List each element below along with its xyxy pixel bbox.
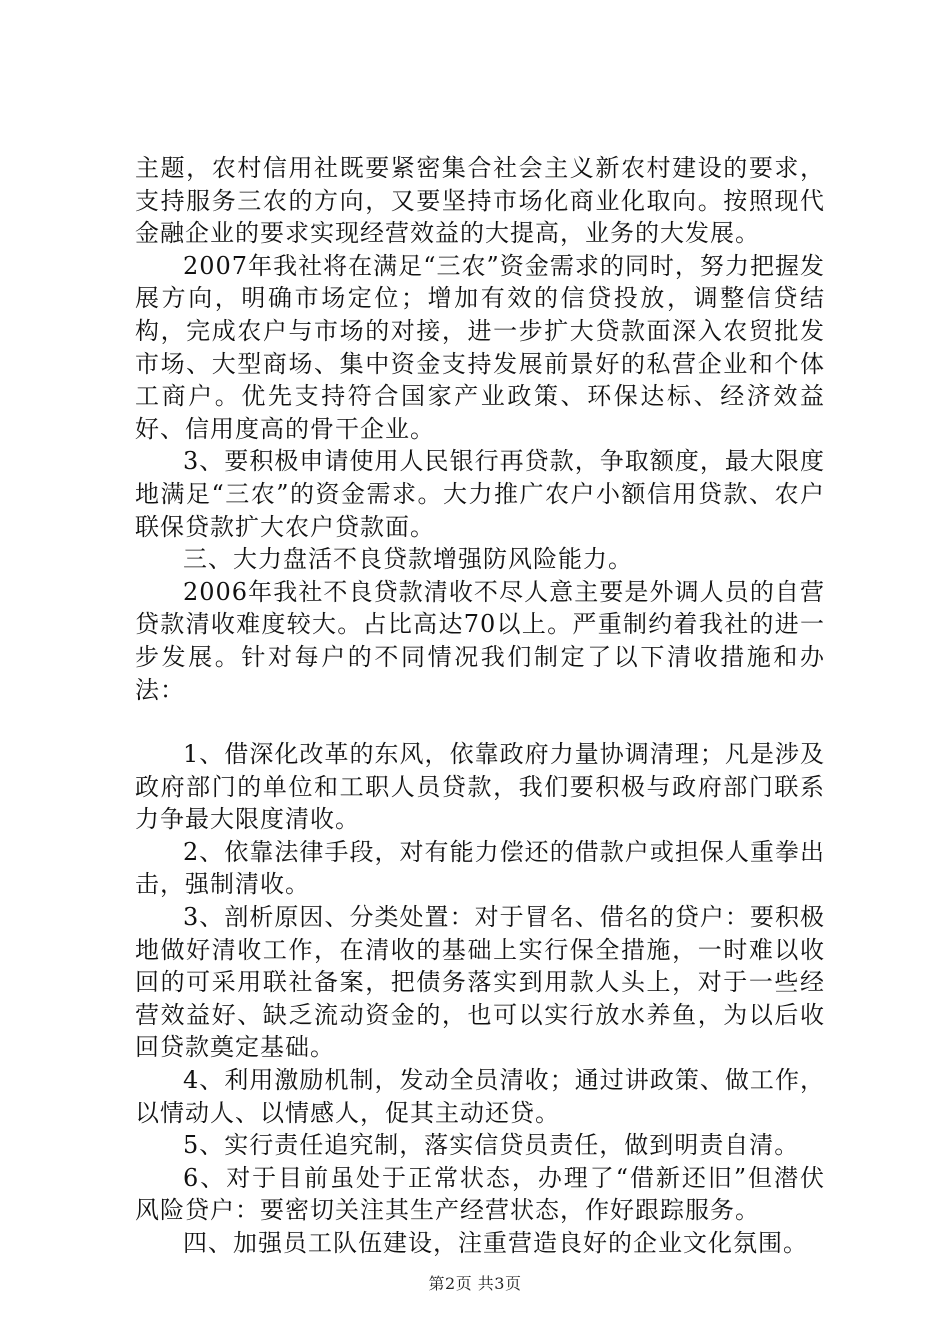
section-heading-3: 三、大力盘活不良贷款增强防风险能力。	[183, 545, 633, 574]
page-number-label: 第2页 共3页	[428, 1274, 522, 1293]
page-footer	[0, 1271, 950, 1294]
paragraph-5: 2006年我社不良贷款清收不尽人意主要是外调人员的自营贷款清收难度较大。占比高达70以上。严重制约着我社的进一步发展。针对每户的不同情况我们制定了以下清收措施和办法：	[135, 577, 825, 704]
measure-item-4: 4、利用激励机制，发动全员清收；通过讲政策、做工作，以情动人、以情感人，促其主动还贷。	[135, 1066, 825, 1127]
measure-item-6: 6、对于目前虽处于正常状态，办理了“借新还旧”但潜伏风险贷户：要密切关注其生产经营状态，作好跟踪服务。	[135, 1163, 825, 1225]
document-body	[135, 152, 825, 1260]
measure-item-5: 5、实行责任追究制，落实信贷员责任，做到明责自清。	[183, 1131, 800, 1160]
paragraph-3: 3、要积极申请使用人民银行再贷款，争取额度，最大限度地满足“三农”的资金需求。大力推广农户小额信用贷款、农户联保贷款扩大农户贷款面。	[135, 447, 825, 541]
paragraph-2: 2007年我社将在满足“三农”资金需求的同时，努力把握发展方向，明确市场定位；增加有效的信贷投放，调整信贷结构，完成农户与市场的对接，进一步扩大贷款面深入农贸批发市场、大型商场、集中资金支持发展前景好的私营企业和个体工商户。优先支持符合国家产业政策、环保达标、经济效益好、信用度高的骨干企业。	[135, 251, 825, 443]
measure-item-2: 2、依靠法律手段，对有能力偿还的借款户或担保人重拳出击，强制清收。	[135, 837, 825, 899]
measure-item-1: 1、借深化改革的东风，依靠政府力量协调清理；凡是涉及政府部门的单位和工职人员贷款，我们要积极与政府部门联系力争最大限度清收。	[135, 740, 825, 834]
measure-item-3: 3、剖析原因、分类处置：对于冒名、借名的贷户：要积极地做好清收工作，在清收的基础上实行保全措施，一时难以收回的可采用联社备案，把债务落实到用款人头上，对于一些经营效益好、缺乏流动资金的，也可以实行放水养鱼，为以后收回贷款奠定基础。	[135, 903, 825, 1062]
paragraph-1: 主题，农村信用社既要紧密集合社会主义新农村建设的要求，支持服务三农的方向，又要坚持市场化商业化取向。按照现代金融企业的要求实现经营效益的大提高，业务的大发展。	[135, 154, 825, 248]
section-heading-4: 四、加强员工队伍建设，注重营造良好的企业文化氛围。	[183, 1229, 808, 1257]
